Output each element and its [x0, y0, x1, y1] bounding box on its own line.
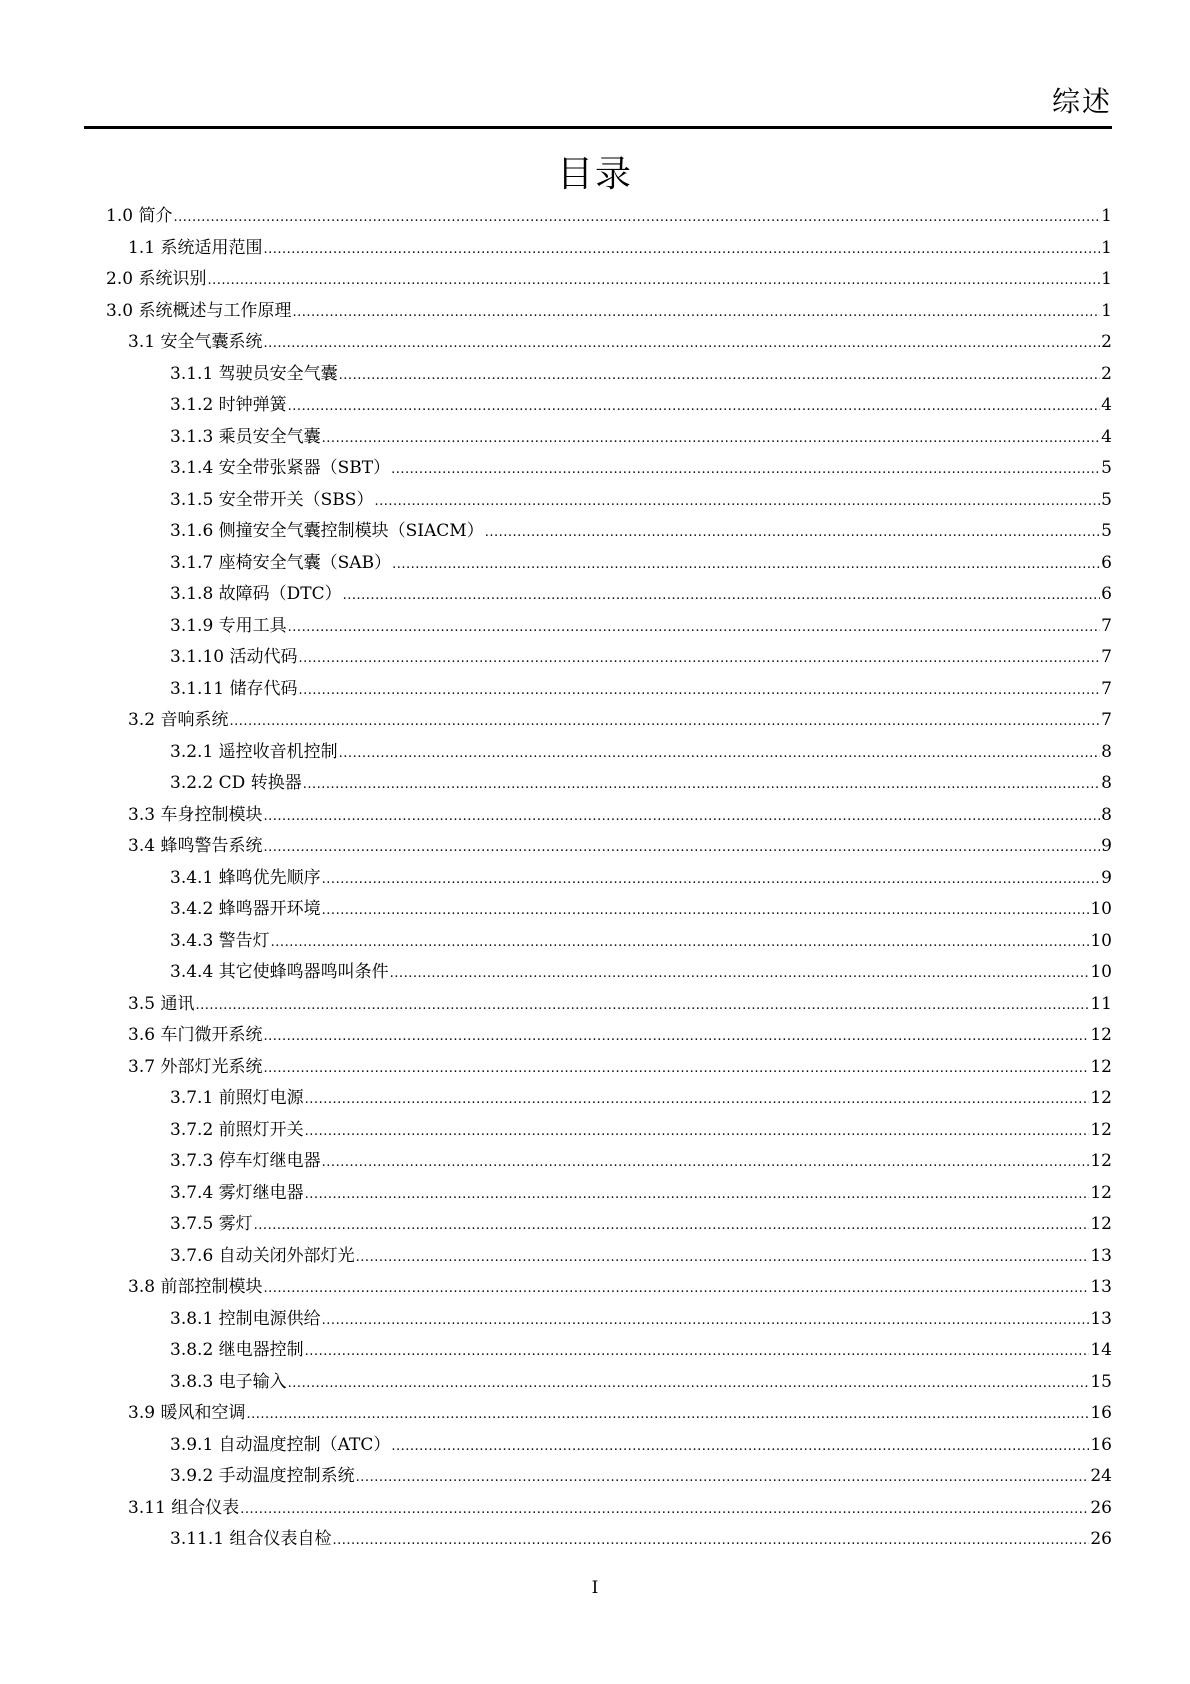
toc-entry-page: 16	[1090, 1403, 1112, 1423]
toc-entry-label: 3.4 蜂鸣警告系统	[128, 836, 263, 856]
toc-entry-label: 3.8 前部控制模块	[128, 1277, 263, 1297]
toc-entry-page: 24	[1090, 1466, 1112, 1486]
toc-entry-label: 3.11.1 组合仪表自检	[170, 1529, 332, 1549]
toc-entry-page: 13	[1090, 1308, 1112, 1329]
toc-entry[interactable]	[106, 327, 1112, 359]
toc-entry-label: 3.1.5 安全带开关（SBS）	[170, 489, 374, 510]
toc-entry-page: 16	[1090, 1434, 1112, 1455]
toc-dot-leader	[254, 1210, 1090, 1242]
toc-dot-leader	[263, 328, 1100, 360]
toc-entry[interactable]	[106, 264, 1112, 296]
toc-dot-leader	[263, 801, 1100, 833]
toc-dot-leader	[207, 265, 1100, 297]
toc-entry-label: 3.1.9 专用工具	[170, 615, 287, 636]
toc-entry-page: 10	[1090, 962, 1112, 982]
toc-dot-leader	[343, 580, 1101, 612]
toc-entry-label: 3.7.2 前照灯开关	[170, 1119, 304, 1140]
toc-dot-leader	[390, 958, 1090, 990]
toc-entry-page: 6	[1101, 552, 1112, 573]
toc-entry-label: 3.1.11 储存代码	[170, 678, 298, 699]
toc-entry[interactable]	[106, 863, 1112, 895]
toc-entry-label: 3.9.2 手动温度控制系统	[170, 1466, 355, 1486]
toc-dot-leader	[305, 1116, 1090, 1148]
toc-entry-page: 9	[1101, 836, 1112, 856]
toc-entry-label: 3.1.2 时钟弹簧	[170, 395, 287, 415]
toc-entry-label: 1.1 系统适用范围	[128, 237, 263, 258]
toc-dot-leader	[263, 234, 1100, 266]
toc-dot-leader	[374, 486, 1100, 518]
toc-entry-page: 13	[1090, 1245, 1112, 1266]
toc-dot-leader	[246, 1399, 1089, 1431]
toc-entry-page: 11	[1090, 993, 1112, 1014]
section-title: 综述	[1051, 85, 1112, 118]
toc-entry[interactable]	[106, 1493, 1112, 1525]
toc-entry-page: 1	[1101, 269, 1112, 289]
toc-entry[interactable]	[106, 611, 1112, 643]
toc-entry[interactable]	[106, 1146, 1112, 1178]
toc-entry[interactable]	[106, 1335, 1112, 1367]
toc-entry-label: 3.1.1 驾驶员安全气囊	[170, 363, 338, 384]
toc-entry-label: 3.6 车门微开系统	[128, 1025, 263, 1045]
toc-entry[interactable]	[106, 705, 1112, 737]
page-number: I	[591, 1578, 599, 1598]
toc-entry[interactable]	[106, 642, 1112, 674]
toc-entry-page: 8	[1101, 741, 1112, 762]
header-divider	[84, 126, 1112, 129]
toc-dot-leader	[332, 1525, 1089, 1557]
toc-dot-leader	[173, 202, 1100, 234]
toc-entry[interactable]	[106, 1083, 1112, 1115]
toc-entry[interactable]	[106, 926, 1112, 958]
toc-entry[interactable]	[106, 1052, 1112, 1084]
toc-entry[interactable]	[106, 579, 1112, 611]
toc-entry-page: 1	[1101, 300, 1112, 321]
toc-dot-leader	[263, 1021, 1089, 1053]
toc-dot-leader	[339, 738, 1101, 770]
toc-entry[interactable]	[106, 989, 1112, 1021]
toc-dot-leader	[391, 454, 1100, 486]
toc-entry[interactable]	[106, 485, 1112, 517]
toc-entry-label: 3.0 系统概述与工作原理	[106, 300, 292, 321]
toc-dot-leader	[263, 1273, 1089, 1305]
toc-entry-label: 2.0 系统识别	[106, 269, 207, 289]
toc-entry-label: 3.9 暖风和空调	[128, 1403, 246, 1423]
toc-entry-label: 3.11 组合仪表	[128, 1497, 240, 1518]
toc-entry[interactable]	[106, 390, 1112, 422]
toc-dot-leader	[292, 297, 1100, 329]
toc-entry-label: 3.4.1 蜂鸣优先顺序	[170, 867, 321, 888]
toc-entry[interactable]	[106, 1241, 1112, 1273]
toc-dot-leader	[356, 1462, 1090, 1494]
toc-entry-label: 3.7.6 自动关闭外部灯光	[170, 1245, 355, 1266]
toc-entry-page: 4	[1101, 395, 1112, 415]
toc-entry-label: 3.4.2 蜂鸣器开环境	[170, 899, 321, 919]
toc-entry[interactable]	[106, 201, 1112, 233]
toc-entry[interactable]	[106, 1020, 1112, 1052]
toc-entry-label: 3.1.7 座椅安全气囊（SAB）	[170, 552, 392, 573]
toc-dot-leader	[322, 1147, 1090, 1179]
toc-entry-label: 3.3 车身控制模块	[128, 804, 263, 825]
toc-entry[interactable]	[106, 422, 1112, 454]
toc-entry-label: 3.2.2 CD 转换器	[170, 773, 302, 793]
toc-dot-leader	[305, 1336, 1090, 1368]
toc-dot-leader	[288, 391, 1101, 423]
toc-entry-label: 3.1.6 侧撞安全气囊控制模块（SIACM）	[170, 521, 484, 541]
toc-entry-page: 12	[1090, 1025, 1112, 1045]
toc-dot-leader	[229, 706, 1100, 738]
toc-dot-leader	[263, 832, 1100, 864]
toc-entry-label: 3.8.2 继电器控制	[170, 1340, 304, 1360]
toc-entry-label: 3.5 通讯	[128, 993, 195, 1014]
toc-dot-leader	[298, 675, 1100, 707]
toc-dot-leader	[240, 1494, 1089, 1526]
toc-dot-leader	[263, 1053, 1089, 1085]
toc-entry[interactable]	[106, 957, 1112, 989]
toc-entry-label: 3.4.4 其它使蜂鸣器鸣叫条件	[170, 962, 389, 982]
toc-entry[interactable]	[106, 674, 1112, 706]
toc-entry-label: 3.1.4 安全带张紧器（SBT）	[170, 458, 391, 478]
toc-entry-page: 10	[1090, 930, 1112, 951]
toc-entry-label: 3.2.1 遥控收音机控制	[170, 741, 338, 762]
toc-entry-page: 12	[1090, 1056, 1112, 1077]
toc-entry[interactable]	[106, 516, 1112, 548]
toc-entry-page: 7	[1101, 647, 1112, 667]
toc-entry-page: 8	[1101, 773, 1112, 793]
toc-entry-page: 7	[1101, 678, 1112, 699]
toc-entry-label: 3.2 音响系统	[128, 710, 229, 730]
toc-entry[interactable]	[106, 1398, 1112, 1430]
toc-entry[interactable]	[106, 1524, 1112, 1556]
toc-entry-label: 3.9.1 自动温度控制（ATC）	[170, 1434, 391, 1455]
toc-entry-label: 3.7.4 雾灯继电器	[170, 1182, 304, 1203]
toc-entry-label: 3.7.5 雾灯	[170, 1214, 253, 1234]
toc-entry-page: 7	[1101, 710, 1112, 730]
toc-dot-leader	[288, 612, 1101, 644]
toc-entry-page: 26	[1090, 1529, 1112, 1549]
toc-entry-label: 3.7.1 前照灯电源	[170, 1088, 304, 1108]
toc-entry-label: 3.4.3 警告灯	[170, 930, 270, 951]
toc-dot-leader	[392, 549, 1100, 581]
toc-entry-page: 1	[1101, 206, 1112, 226]
toc-dot-leader	[322, 423, 1101, 455]
toc-entry[interactable]	[106, 1178, 1112, 1210]
toc-entry[interactable]	[106, 359, 1112, 391]
toc-entry-page: 5	[1101, 521, 1112, 541]
toc-entry-label: 3.8.1 控制电源供给	[170, 1308, 321, 1329]
toc-dot-leader	[271, 927, 1090, 959]
toc-entry[interactable]	[106, 233, 1112, 265]
toc-entry[interactable]	[106, 737, 1112, 769]
toc-dot-leader	[485, 517, 1100, 549]
toc-entry-label: 3.1.3 乘员安全气囊	[170, 426, 321, 447]
toc-dot-leader	[288, 1368, 1090, 1400]
toc-entry[interactable]	[106, 1115, 1112, 1147]
toc-entry-page: 5	[1101, 489, 1112, 510]
toc-heading: 目录	[556, 154, 633, 195]
toc-entry-page: 26	[1090, 1497, 1112, 1518]
toc-entry[interactable]	[106, 296, 1112, 328]
toc-entry-page: 12	[1090, 1088, 1112, 1108]
toc-dot-leader	[391, 1431, 1089, 1463]
toc-entry-label: 3.1.8 故障码（DTC）	[170, 584, 342, 604]
toc-entry[interactable]	[106, 768, 1112, 800]
toc-entry-page: 12	[1090, 1214, 1112, 1234]
toc-dot-leader	[303, 769, 1100, 801]
toc-dot-leader	[322, 864, 1101, 896]
toc-entry-label: 3.7.3 停车灯继电器	[170, 1151, 321, 1171]
toc-entry-page: 10	[1090, 899, 1112, 919]
toc-entry[interactable]	[106, 1461, 1112, 1493]
toc-entry-label: 1.0 简介	[106, 206, 173, 226]
toc-entry-label: 3.7 外部灯光系统	[128, 1056, 263, 1077]
toc-entry[interactable]	[106, 453, 1112, 485]
toc-dot-leader	[305, 1179, 1090, 1211]
toc-entry-page: 6	[1101, 584, 1112, 604]
toc-entry-page: 7	[1101, 615, 1112, 636]
toc-entry[interactable]	[106, 831, 1112, 863]
toc-dot-leader	[339, 360, 1101, 392]
toc-entry-page: 14	[1090, 1340, 1112, 1360]
toc-entry-page: 15	[1090, 1371, 1112, 1392]
toc-entry-page: 13	[1090, 1277, 1112, 1297]
toc-entry-page: 12	[1090, 1151, 1112, 1171]
toc-entry[interactable]	[106, 1209, 1112, 1241]
toc-entry-label: 3.1.10 活动代码	[170, 647, 298, 667]
toc-entry-label: 3.8.3 电子输入	[170, 1371, 287, 1392]
toc-entry-page: 12	[1090, 1119, 1112, 1140]
toc-entry-page: 2	[1101, 363, 1112, 384]
toc-entry-page: 4	[1101, 426, 1112, 447]
toc-dot-leader	[356, 1242, 1090, 1274]
toc-entry-page: 12	[1090, 1182, 1112, 1203]
toc-entry[interactable]	[106, 1304, 1112, 1336]
toc-dot-leader	[298, 643, 1100, 675]
toc-dot-leader	[195, 990, 1089, 1022]
toc-entry-label: 3.1 安全气囊系统	[128, 332, 263, 352]
table-of-contents	[106, 201, 1112, 1556]
toc-entry[interactable]	[106, 548, 1112, 580]
toc-entry[interactable]	[106, 894, 1112, 926]
toc-entry[interactable]	[106, 1430, 1112, 1462]
toc-entry-page: 9	[1101, 867, 1112, 888]
toc-dot-leader	[322, 895, 1090, 927]
toc-entry[interactable]	[106, 1272, 1112, 1304]
toc-entry[interactable]	[106, 800, 1112, 832]
toc-dot-leader	[322, 1305, 1090, 1337]
toc-entry-page: 8	[1101, 804, 1112, 825]
toc-dot-leader	[305, 1084, 1090, 1116]
toc-entry[interactable]	[106, 1367, 1112, 1399]
toc-entry-page: 2	[1101, 332, 1112, 352]
toc-entry-page: 1	[1101, 237, 1112, 258]
toc-entry-page: 5	[1101, 458, 1112, 478]
